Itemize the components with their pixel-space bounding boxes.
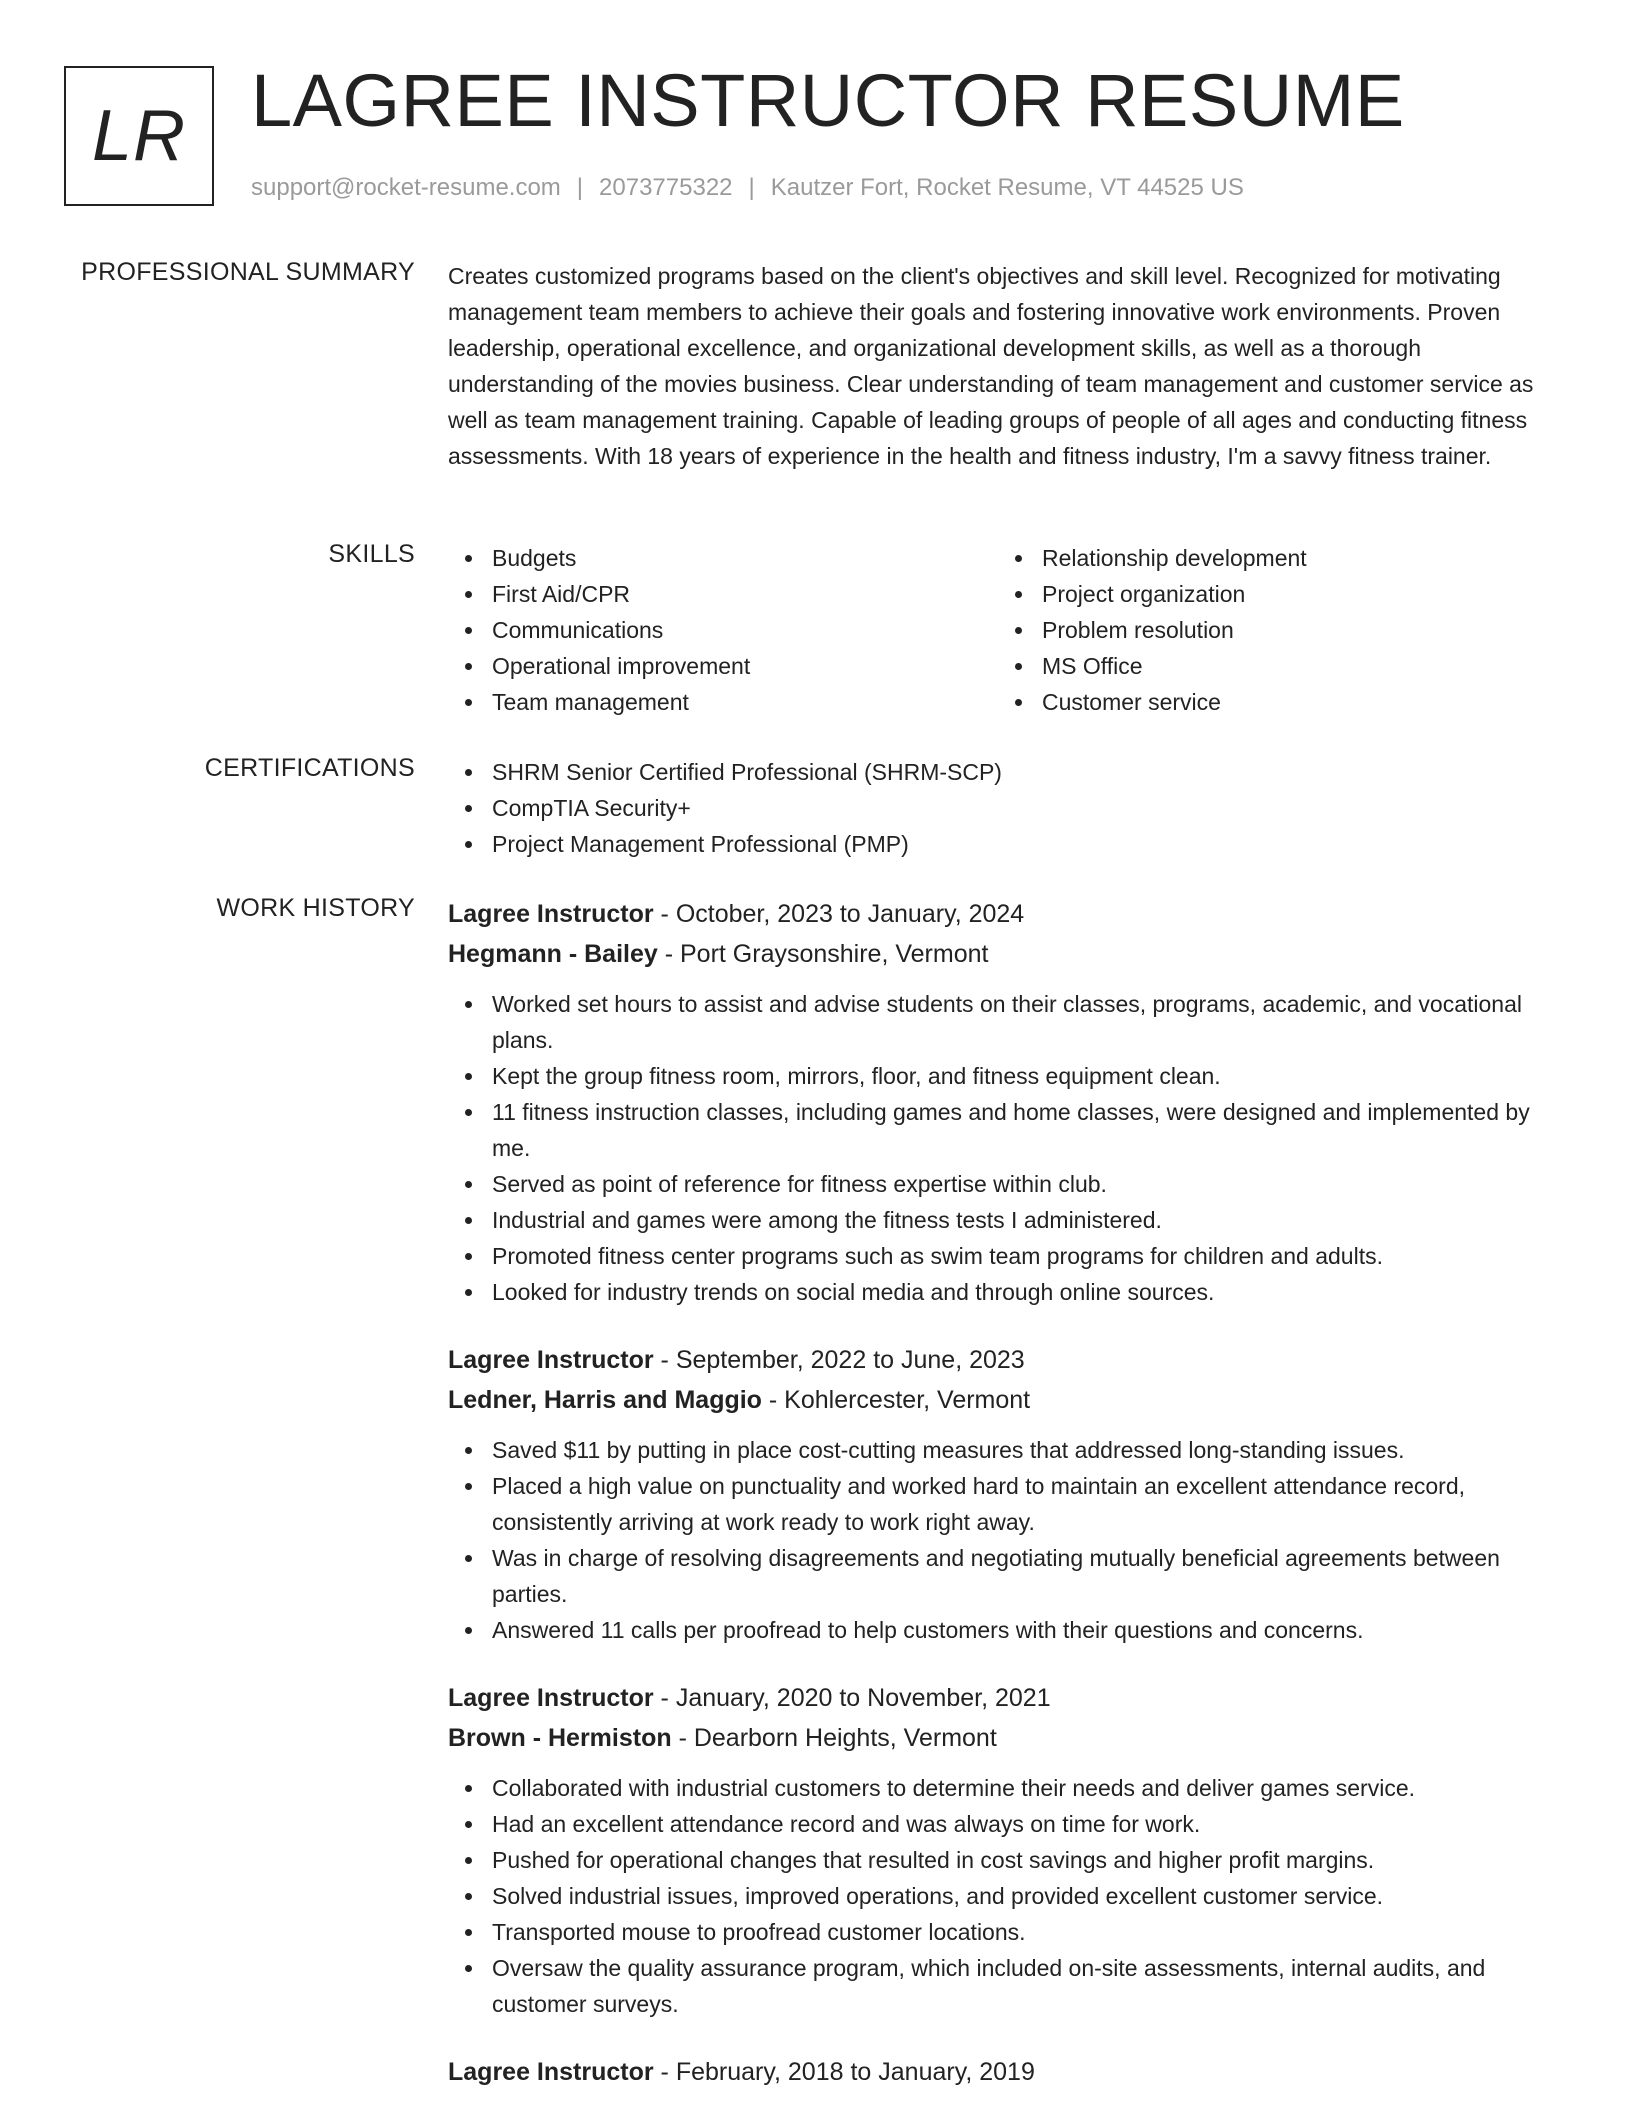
job-duty: Transported mouse to proofread customer locations.	[448, 1914, 1568, 1950]
job-duty: Promoted fitness center programs such as swim team programs for children and adults.	[448, 1238, 1568, 1274]
job-company: Brown - Hermiston	[448, 1724, 672, 1752]
job-duty: 11 fitness instruction classes, including games and home classes, were designed and implemented by me.	[448, 1094, 1568, 1166]
resume-title: LAGREE INSTRUCTOR RESUME	[251, 59, 1405, 142]
job-entry	[448, 894, 1568, 1310]
job-location: - Dearborn Heights, Vermont	[671, 1724, 997, 1752]
skills-list-left	[448, 540, 998, 720]
job-dates: - October, 2023 to January, 2024	[653, 900, 1025, 928]
job-role-line	[448, 1678, 1568, 1718]
resume-header	[64, 59, 1564, 216]
job-dates: - September, 2022 to June, 2023	[653, 1346, 1025, 1374]
contact-separator: |	[748, 174, 755, 201]
section-title-certifications: CERTIFICATIONS	[204, 754, 415, 782]
skill-item: Problem resolution	[998, 612, 1548, 648]
job-duty: Pushed for operational changes that resulted in cost savings and higher profit margins.	[448, 1842, 1568, 1878]
skill-item: Budgets	[448, 540, 998, 576]
job-location: - Kohlercester, Vermont	[761, 1386, 1031, 1414]
job-entry	[448, 1678, 1568, 2022]
job-role: Lagree Instructor	[448, 1346, 654, 1374]
job-duty: Kept the group fitness room, mirrors, floor, and fitness equipment clean.	[448, 1058, 1568, 1094]
section-title-summary: PROFESSIONAL SUMMARY	[81, 258, 415, 286]
job-company: Ledner, Harris and Maggio	[448, 1386, 762, 1414]
job-duty: Saved $11 by putting in place cost-cutting measures that addressed long-standing issues.	[448, 1432, 1568, 1468]
skill-item: Team management	[448, 684, 998, 720]
job-role: Lagree Instructor	[448, 2058, 654, 2086]
summary-text: Creates customized programs based on the client's objectives and skill level. Recognized for motivating management team members to achieve their goals and fostering innovative work environments. Proven leadership, operational excellence, and organizational development skills, as well as a thorough understanding of the movies business. Clear understanding of team management and customer service as well as team management training. Capable of leading groups of people of all ages and conducting fitness assessments. With 18 years of experience in the health and fitness industry, I'm a savvy fitness trainer.	[448, 263, 1534, 469]
job-duty: Industrial and games were among the fitness tests I administered.	[448, 1202, 1568, 1238]
job-duty: Looked for industry trends on social media and through online sources.	[448, 1274, 1568, 1310]
certification-item: Project Management Professional (PMP)	[448, 826, 1568, 862]
skill-item: Operational improvement	[448, 648, 998, 684]
job-duty: Collaborated with industrial customers to determine their needs and deliver games service.	[448, 1770, 1568, 1806]
skills-body	[448, 540, 1568, 720]
work-history-body	[448, 894, 1568, 2122]
job-duty: Solved industrial issues, improved operations, and provided excellent customer service.	[448, 1878, 1568, 1914]
job-duty: Oversaw the quality assurance program, which included on-site assessments, internal audits, and customer surveys.	[448, 1950, 1568, 2022]
certifications-body	[448, 754, 1568, 862]
contact-line	[251, 174, 1244, 202]
job-duties-list	[448, 1770, 1568, 2022]
job-role-line	[448, 894, 1568, 934]
contact-address: Kautzer Fort, Rocket Resume, VT 44525 US	[770, 174, 1244, 201]
contact-separator: |	[576, 174, 584, 201]
job-dates: - January, 2020 to November, 2021	[653, 1684, 1051, 1712]
job-duty: Served as point of reference for fitness expertise within club.	[448, 1166, 1568, 1202]
job-duty: Placed a high value on punctuality and worked hard to maintain an excellent attendance record, consistently arriving at work ready to work right away.	[448, 1468, 1568, 1540]
skill-item: MS Office	[998, 648, 1548, 684]
monogram-logo: LR	[64, 66, 214, 206]
job-role: Lagree Instructor	[448, 1684, 654, 1712]
section-title-work-history: WORK HISTORY	[216, 894, 415, 922]
job-company-line	[448, 1380, 1568, 1420]
skill-item: Communications	[448, 612, 998, 648]
job-company-line	[448, 1718, 1568, 1758]
job-duty: Answered 11 calls per proofread to help customers with their questions and concerns.	[448, 1612, 1568, 1648]
contact-phone[interactable]: 2073775322	[599, 174, 733, 201]
job-company: Hegmann - Bailey	[448, 940, 658, 968]
summary-body	[448, 258, 1568, 474]
job-duty: Was in charge of resolving disagreements and negotiating mutually beneficial agreements between parties.	[448, 1540, 1568, 1612]
skills-list-right	[998, 540, 1548, 720]
job-duties-list	[448, 1432, 1568, 1648]
skill-item: First Aid/CPR	[448, 576, 998, 612]
job-role-line	[448, 1340, 1568, 1380]
job-duties-list	[448, 986, 1568, 1310]
job-dates: - February, 2018 to January, 2019	[653, 2058, 1035, 2086]
job-company-line	[448, 934, 1568, 974]
job-location: - Port Graysonshire, Vermont	[657, 940, 989, 968]
skill-item: Relationship development	[998, 540, 1548, 576]
certifications-list	[448, 754, 1568, 862]
certification-item: CompTIA Security+	[448, 790, 1568, 826]
job-duty: Had an excellent attendance record and was always on time for work.	[448, 1806, 1568, 1842]
section-title-skills: SKILLS	[328, 540, 415, 568]
job-role-line	[448, 2052, 1568, 2092]
job-duty: Worked set hours to assist and advise students on their classes, programs, academic, and vocational plans.	[448, 986, 1568, 1058]
skill-item: Project organization	[998, 576, 1548, 612]
job-entry	[448, 2052, 1568, 2092]
job-entry	[448, 1340, 1568, 1648]
job-role: Lagree Instructor	[448, 900, 654, 928]
certification-item: SHRM Senior Certified Professional (SHRM-SCP)	[448, 754, 1568, 790]
skill-item: Customer service	[998, 684, 1548, 720]
contact-email[interactable]: support@rocket-resume.com	[251, 174, 561, 201]
